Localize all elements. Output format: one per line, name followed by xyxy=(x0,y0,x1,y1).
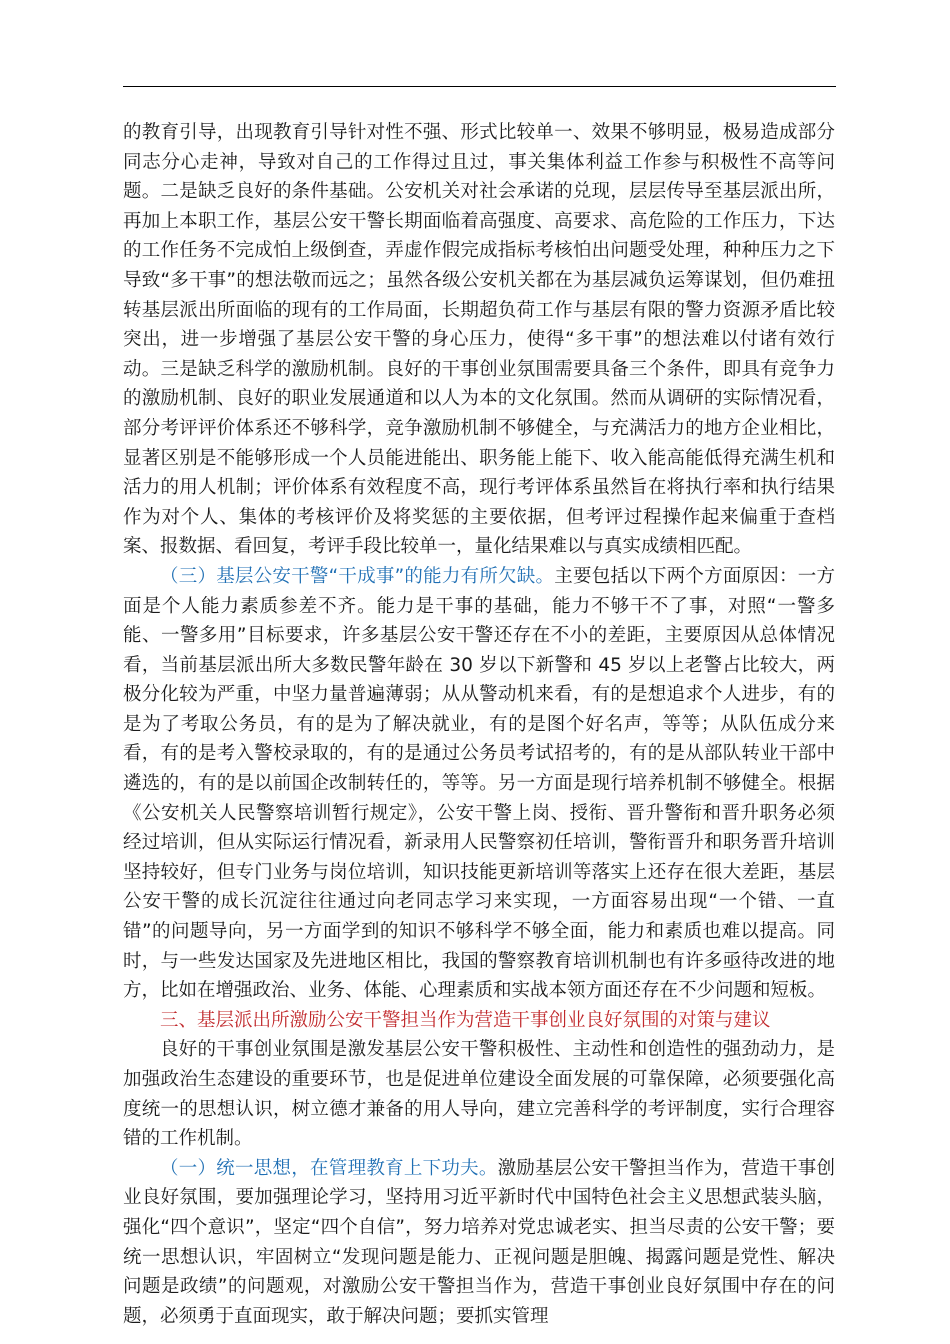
section-heading-3: （三）基层公安干警“干成事”的能力有所欠缺。 xyxy=(160,565,555,587)
paragraph-intro: 良好的干事创业氛围是激发基层公安干警积极性、主动性和创造性的强劲动力，是加强政治生态建设的重要环节，也是促进单位建设全面发展的可靠保障，必须要强化高度统一的思想认识，树立德才兼备的用人导向，建立完善科学的考评制度，实行合理容错的工作机制。 xyxy=(123,1039,835,1150)
paragraph-continuation: 的教育引导，出现教育引导针对性不强、形式比较单一、效果不够明显，极易造成部分同志分心走神，导致对自己的工作得过且过，事关集体利益工作参与积极性不高等问题。二是缺乏良好的条件基础。公安机关对社会承诺的兑现，层层传导至基层派出所，再加上本职工作，基层公安干警长期面临着高强度、高要求、高危险的工作压力，下达的工作任务不完成怕上级倒查，弄虚作假完成指标考核怕出问题受处理，种种压力之下导致“多干事”的想法敬而远之；虽然各级公安机关都在为基层减负运筹谋划，但仍难扭转基层派出所面临的现有的工作局面，长期超负荷工作与基层有限的警力资源矛盾比较突出，进一步增强了基层公安干警的身心压力，使得“多干事”的想法难以付诸有效行动。三是缺乏科学的激励机制。良好的干事创业氛围需要具备三个条件，即具有竞争力的激励机制、良好的职业发展通道和以人为本的文化氛围。然而从调研的实际情况看，部分考评评价体系还不够科学，竞争激励机制不够健全，与充满活力的地方企业相比，显著区别是不能够形成一个人员能进能出、职务能上能下、收入能高能低得充满生机和活力的用人机制；评价体系有效程度不高，现行考评体系虽然旨在将执行率和执行结果作为对个人、集体的考核评价及将奖惩的主要依据，但考评过程操作起来偏重于查档案、报数据、看回复，考评手段比较单一，量化结果难以与真实成绩相匹配。 xyxy=(123,122,835,558)
header-rule xyxy=(123,86,836,87)
document-body xyxy=(123,118,835,1331)
section-heading-1: （一）统一思想，在管理教育上下功夫。 xyxy=(160,1157,498,1179)
paragraph-text: 主要包括以下两个方面原因：一方面是个人能力素质参差不齐。能力是干事的基础，能力不够干不了事，对照“一警多能、一警多用”目标要求，许多基层公安干警还存在不小的差距，主要原因从总体情况看，当前基层派出所大多数民警年龄在 30 岁以下新警和 45 岁以上老警占比较大，两极分化较为严重，中坚力量普遍薄弱；从从警动机来看，有的是想追求个人进步，有的是为了考取公务员，有的是为了解决就业，有的是图个好名声，等等；从队伍成分来看，有的是考入警校录取的，有的是通过公务员考试招考的，有的是从部队转业干部中遴选的，有的是以前国企改制转任的，等等。另一方面是现行培养机制不够健全。根据《公安机关人民警察培训暂行规定》，公安干警上岗、授衔、晋升警衔和晋升职务必须经过培训，但从实际运行情况看，新录用人民警察初任培训，警衔晋升和职务晋升培训坚持较好，但专门业务与岗位培训，知识技能更新培训等落实上还存在很大差距，基层公安干警的成长沉淀往往通过向老同志学习来实现，一方面容易出现“一个错、一直错”的问题导向，另一方面学到的知识不够科学不够全面，能力和素质也难以提高。同时，与一些发达国家及先进地区相比，我国的警察教育培训机制也有许多亟待改进的地方，比如在增强政治、业务、体能、心理素质和实战本领方面还存在不少问题和短板。 xyxy=(123,565,835,1002)
paragraph-text: 激励基层公安干警担当作为，营造干事创业良好氛围，要加强理论学习，坚持用习近平新时代中国特色社会主义思想武装头脑，强化“四个意识”，坚定“四个自信”，努力培养对党忠诚老实、担当尽责的公安干警；要统一思想认识，牢固树立“发现问题是能力、正视问题是胆魄、揭露问题是党性、解决问题是政绩”的问题观，对激励公安干警担当作为，营造干事创业良好氛围中存在的问题，必须勇于直面现实，敢于解决问题；要抓实管理 xyxy=(123,1157,835,1327)
paragraph-section-1 xyxy=(123,1154,835,1332)
chapter-heading-3: 三、基层派出所激励公安干警担当作为营造干事创业良好氛围的对策与建议 xyxy=(160,1009,771,1031)
paragraph-section-3 xyxy=(123,562,835,1006)
